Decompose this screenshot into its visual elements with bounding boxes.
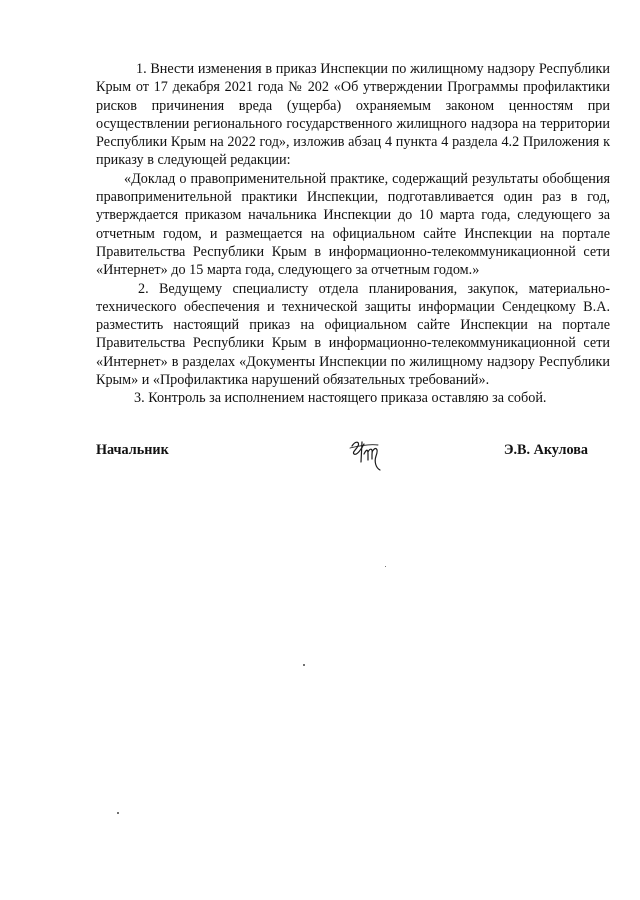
paragraph-item-2: 2. Ведущему специалисту отдела планирования, закупок, материально-технического обеспечения и технической защиты информации Сендецкому В.А. разместить настоящий приказ на официальном сайте Инспекции на портале Правительства Республики Крым в информационно-телекоммуникационной сети «Интернет» в разделах «Документы Инспекции по жилищному надзору Республики Крым» и «Профилактика нарушений обязательных требований». [96, 280, 610, 389]
scan-speck [385, 566, 386, 567]
scan-speck [117, 812, 119, 814]
signatory-position: Начальник [96, 442, 169, 458]
paragraph-item-1: 1. Внести изменения в приказ Инспекции по жилищному надзору Республики Крым от 17 декабря 2021 года № 202 «Об утверждении Программы профилактики рисков причинения вреда (ущерба) охраняемым законом ценностям при осуществлении регионального государственного жилищного надзора на территории Республики Крым на 2022 год», изложив абзац 4 пункта 4 раздела 4.2 Приложения к приказу в следующей редакции: [96, 61, 610, 169]
paragraph-item-3: 3. Контроль за исполнением настоящего приказа оставляю за собой. [134, 390, 547, 407]
signature-block [96, 440, 588, 480]
document-body [96, 60, 610, 408]
handwritten-signature [348, 432, 388, 472]
scan-speck [303, 664, 305, 666]
signatory-name: Э.В. Акулова [503, 442, 588, 458]
paragraph-quote: «Доклад о правоприменительной практике, содержащий результаты обобщения правоприменительной практики Инспекции, подготавливается один раз в год, утверждается приказом начальника Инспекции до 10 марта года, следующего за отчетным годом, и размещается на официальном сайте Инспекции на портале Правительства Республики Крым в информационно-телекоммуникационной сети «Интернет» до 15 марта года, следующего за отчетным годом.» [96, 170, 610, 279]
